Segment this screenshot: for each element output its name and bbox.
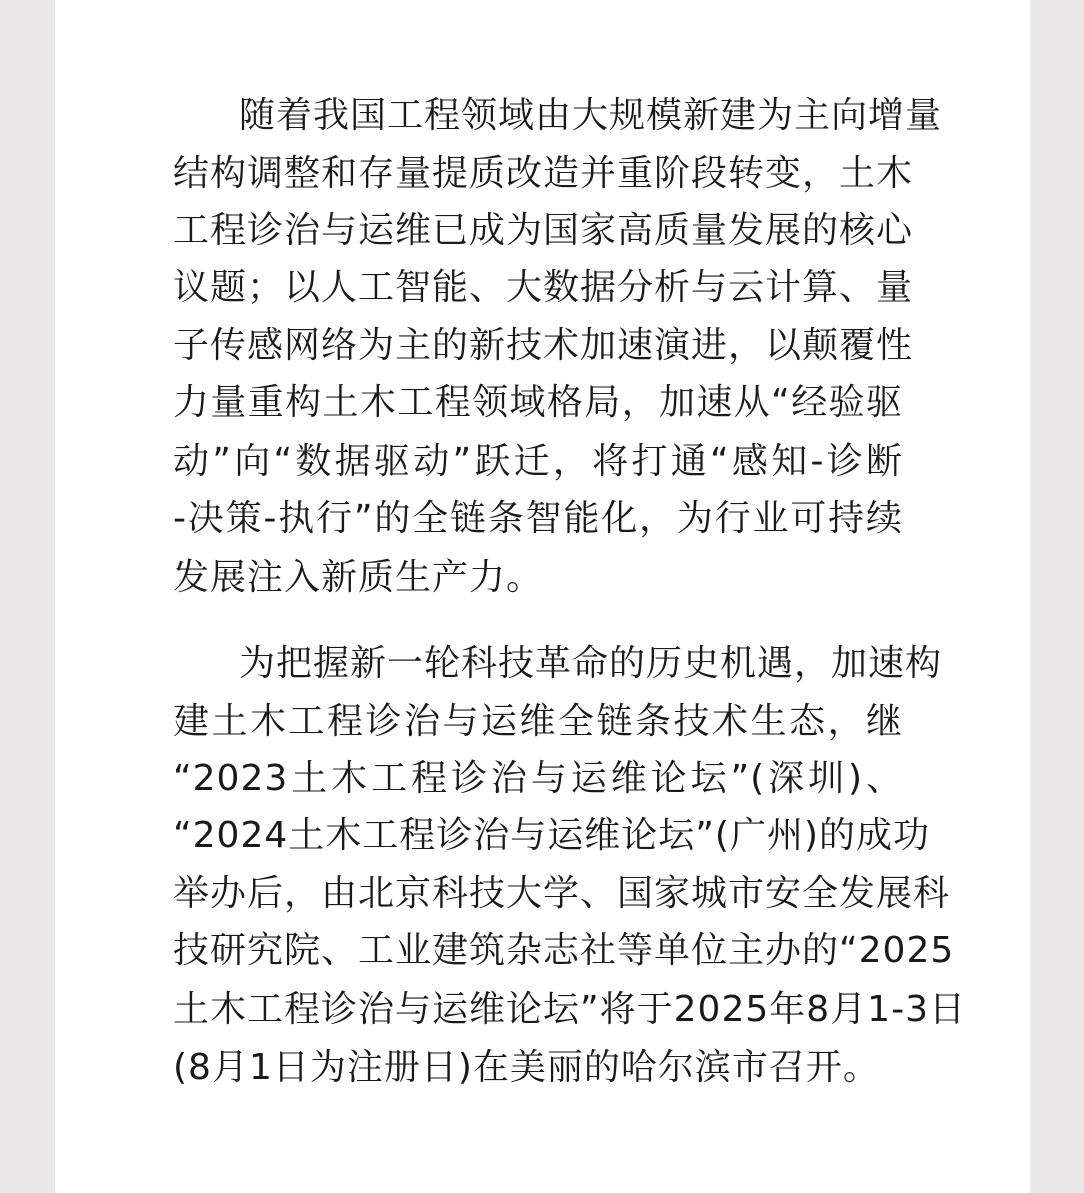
text-line: 建土木工程诊治与运维全链条技术生态，继 [173, 701, 903, 742]
text-line: 发展注入新质生产力。 [173, 557, 544, 598]
text-line: “2024土木工程诊治与运维论坛”(广州)的成功 [173, 815, 931, 856]
text-line: 力量重构土木工程领域格局，加速从“经验驱 [173, 382, 903, 423]
text-line: 举办后，由北京科技大学、国家城市安全发展科 [173, 873, 951, 914]
text-line: 议题；以人工智能、大数据分析与云计算、量 [173, 267, 914, 308]
text-line: 结构调整和存量提质改造并重阶段转变，土木 [173, 153, 914, 194]
text-line: -决策-执行”的全链条智能化，为行业可持续 [173, 498, 903, 539]
text-line: 土木工程诊治与运维论坛”将于2025年8月1-3日 [173, 989, 966, 1030]
text-line: 动”向“数据驱动”跃迁，将打通“感知-诊断 [173, 441, 903, 482]
text-line: 工程诊治与运维已成为国家高质量发展的核心 [173, 210, 914, 251]
text-line: 随着我国工程领域由大规模新建为主向增量 [239, 95, 943, 136]
text-line: 技研究院、工业建筑杂志社等单位主办的“2025 [173, 930, 955, 971]
text-line: 为把握新一轮科技革命的历史机遇，加速构 [239, 643, 943, 684]
text-line: (8月1日为注册日)在美丽的哈尔滨市召开。 [173, 1047, 880, 1088]
text-line: 子传感网络为主的新技术加速演进，以颠覆性 [173, 325, 914, 366]
text-line: “2023土木工程诊治与运维论坛”(深圳)、 [173, 758, 903, 799]
